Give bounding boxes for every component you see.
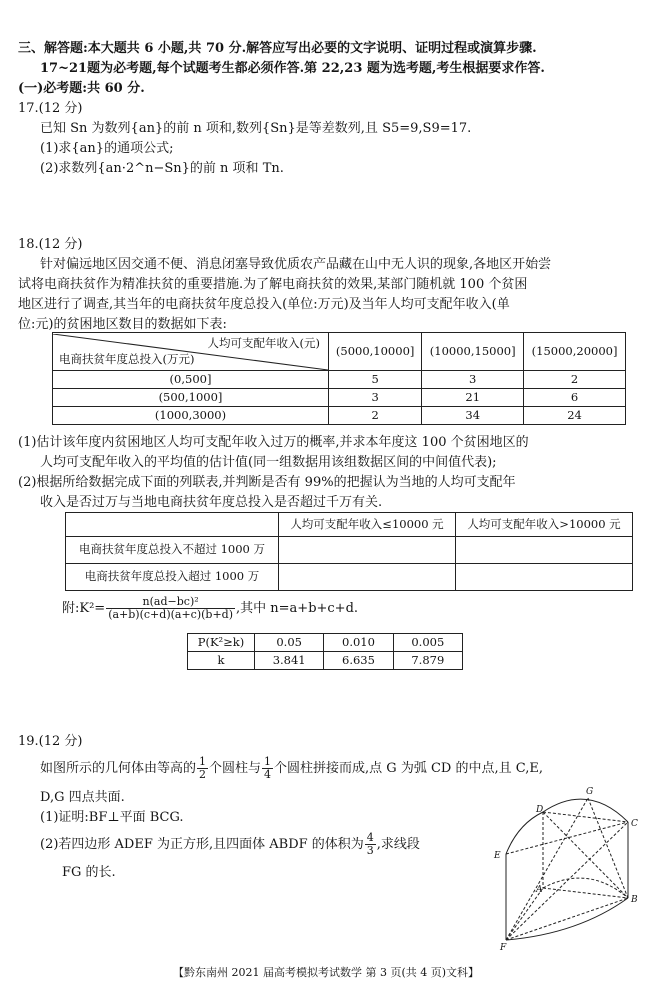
row-label: P(K²≥k) [188,634,255,652]
edge-fc [506,822,628,940]
table-corner-cell [53,333,329,371]
edge-fg [506,798,588,940]
q17-number: 17.(12 分) [18,101,83,116]
table-row [53,371,626,389]
row-label: 电商扶贫年度总投入不超过 1000 万 [66,537,279,564]
contingency-table [65,512,633,591]
edge-fb [506,898,628,940]
arc-ed [506,812,543,854]
table-row [188,634,463,652]
column-header: (10000,15000] [422,333,524,371]
column-header: (5000,10000] [329,333,422,371]
row-label: k [188,652,255,670]
section-heading: 三、解答题:本大题共 6 小题,共 70 分.解答应写出必要的文字说明、证明过程或演算步骤. [18,41,537,56]
fraction-numerator: 1 [199,755,207,768]
label-b: B [631,895,638,905]
q19-stem-a: 如图所示的几何体由等高的 [40,761,197,777]
column-header: 人均可支配年收入≤10000 元 [279,513,456,537]
table-cell: 6.635 [324,652,393,670]
edge-ec [506,822,628,854]
table-cell: 3 [329,389,422,407]
table-cell: 3.841 [255,652,324,670]
edge-dc [543,812,628,822]
table-row [66,564,633,591]
q19-part2-line [40,832,420,857]
q18-stem-line: 地区进行了调查,其当年的电商扶贫年度总投入(单位:万元)及当年人均可支配年收入(单 [18,297,510,312]
label-g: G [586,787,594,797]
table-cell: 6 [524,389,626,407]
fraction-numerator: 4 [366,831,374,844]
blank-cell[interactable] [456,564,633,591]
table-row [188,652,463,670]
page-footer: 【黔东南州 2021 届高考模拟考试数学 第 3 页(共 4 页)文科】 [172,966,480,979]
q19-stem-b: 个圆柱与 [209,761,262,777]
label-d: D [536,805,544,815]
q17-part1: (1)求{an}的通项公式; [40,141,174,156]
k-squared-formula [62,596,358,621]
empty-corner-cell [66,513,279,537]
arc-dgc [543,799,628,822]
table-cell: 0.05 [255,634,324,652]
column-header: 人均可支配年收入>10000 元 [456,513,633,537]
table-cell: 21 [422,389,524,407]
q18-stem-line: 试将电商扶贫作为精准扶贫的重要措施.为了解电商扶贫的效果,某部门随机就 100 个贫困 [18,277,528,292]
q18-part2-line: 收入是否过万与当地电商扶贫年度总投入是否超过千万有关. [40,495,383,510]
table-cell: 0.005 [393,634,462,652]
geometry-figure [488,784,648,952]
row-label: (500,1000] [53,389,329,407]
blank-cell[interactable] [279,537,456,564]
formula-numerator: n(ad−bc)² [106,596,235,609]
q18-part2-line: (2)根据所给数据完成下面的列联表,并判断是否有 99%的把握认为当地的人均可支配年 [18,475,516,490]
row-label: 电商扶贫年度总投入超过 1000 万 [66,564,279,591]
table-cell: 2 [524,371,626,389]
critical-value-table [187,633,463,670]
formula-denominator: (a+b)(c+d)(a+c)(b+d) [108,608,234,622]
formula-suffix: ,其中 n=a+b+c+d. [236,601,359,617]
label-a: A [536,885,543,895]
q19-part2-c: FG 的长. [62,865,116,880]
section-sub-heading: (一)必考题:共 60 分. [18,81,145,96]
fraction-denominator: 3 [366,844,374,858]
table-cell: 7.879 [393,652,462,670]
corner-bottom-label: 电商扶贫年度总投入(万元) [59,352,195,367]
q18-part1-line: (1)估计该年度内贫困地区人均可支配年收入过万的概率,并求本年度这 100 个贫困地区的 [18,435,529,450]
column-header: (15000,20000] [524,333,626,371]
edge-db [543,812,628,898]
table-cell: 3 [422,371,524,389]
q19-number: 19.(12 分) [18,734,83,749]
q19-stem-line [40,756,543,781]
fraction-one-quarter [262,756,273,781]
fraction-four-thirds [365,832,376,857]
q18-stem-line: 位:元)的贫困地区数目的数据如下表: [18,317,227,332]
section-note: 17~21题为必考题,每个试题考生都必须作答.第 22,23 题为选考题,考生根据要求作答. [40,61,545,76]
formula-fraction [106,596,235,621]
fraction-denominator: 2 [199,768,207,782]
q17-part2: (2)求数列{an·2^n−Sn}的前 n 项和 Tn. [40,161,284,176]
q18-part1-line: 人均可支配年收入的平均值的估计值(同一组数据用该组数据区间的中间值代表); [40,455,497,470]
q17-stem: 已知 Sn 为数列{an}的前 n 项和,数列{Sn}是等差数列,且 S5=9,S9=17. [40,121,472,136]
table-cell: 24 [524,407,626,425]
q19-stem-c: 个圆柱拼接而成,点 G 为弧 CD 的中点,且 C,E, [274,761,543,777]
table-row [66,537,633,564]
q19-part1: (1)证明:BF⊥平面 BCG. [40,810,184,825]
table-cell: 0.010 [324,634,393,652]
fraction-one-half [197,756,208,781]
label-f: F [500,943,507,952]
q19-part2-a: (2)若四边形 ADEF 为正方形,且四面体 ABDF 的体积为 [40,837,364,853]
edge-ab [543,888,628,898]
q18-stem-line: 针对偏远地区因交通不便、消息闭塞导致优质农产品藏在山中无人识的现象,各地区开始尝 [40,257,552,272]
blank-cell[interactable] [456,537,633,564]
table-cell: 2 [329,407,422,425]
table-cell: 5 [329,371,422,389]
blank-cell[interactable] [279,564,456,591]
q19-stem-d: D,G 四点共面. [40,790,125,805]
label-c: C [631,819,638,829]
edge-gb [588,798,628,898]
fraction-denominator: 4 [264,768,272,782]
arc-fb [506,898,628,940]
label-e: E [494,851,501,861]
q19-part2-b: ,求线段 [376,837,420,853]
table-row [53,407,626,425]
table-row [53,389,626,407]
arc-ab [543,878,628,898]
corner-top-label: 人均可支配年收入(元) [207,335,320,350]
fraction-numerator: 1 [264,755,272,768]
q18-number: 18.(12 分) [18,237,83,252]
edge-fa [506,888,543,940]
row-label: (1000,3000) [53,407,329,425]
table-cell: 34 [422,407,524,425]
formula-prefix: 附:K²= [62,601,106,617]
income-distribution-table [52,332,626,425]
row-label: (0,500] [53,371,329,389]
